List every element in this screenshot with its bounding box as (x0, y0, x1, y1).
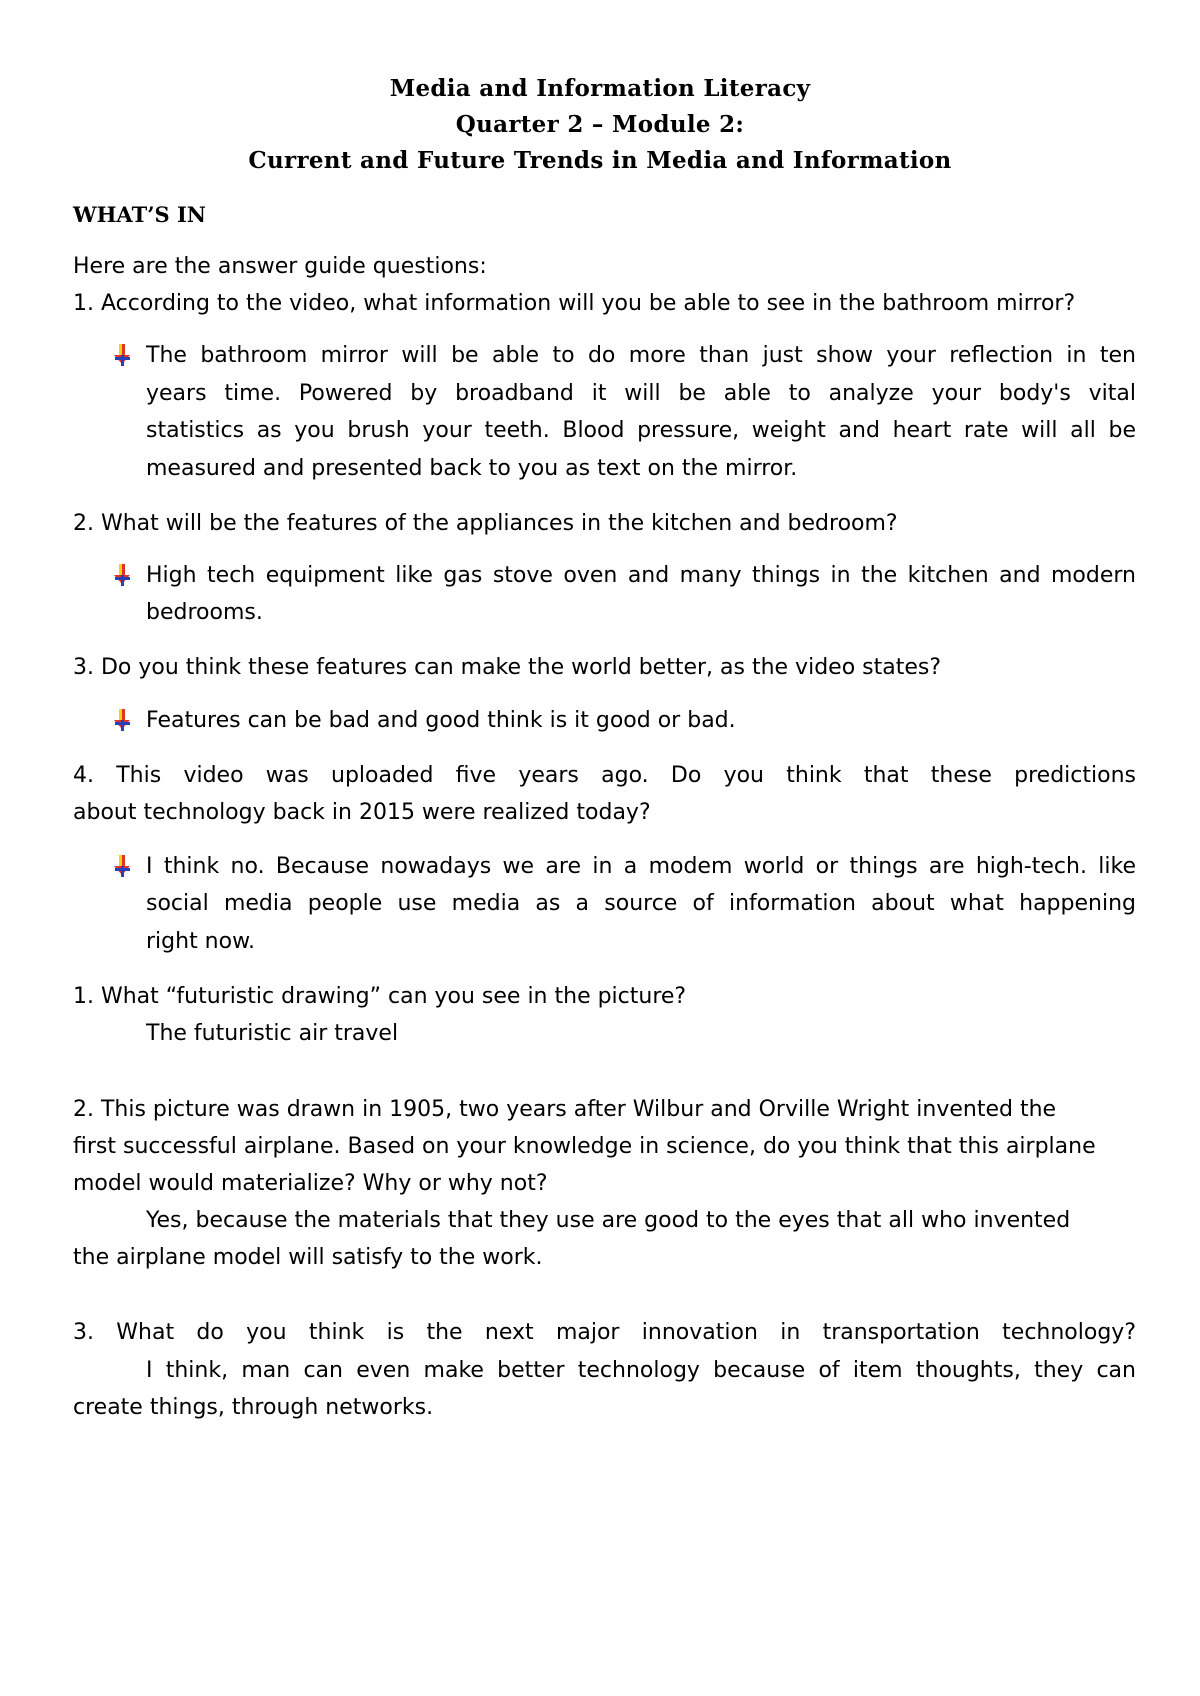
answer-4-line-3: right now. (146, 929, 256, 954)
arrow-down-bullet-icon (112, 344, 134, 368)
picture-answer-3-line-1: I think, man can even make better technology because of item thoughts, they can (146, 1358, 1136, 1383)
picture-answer-2-line-1: Yes, because the materials that they use are good to the eyes that all who invented (146, 1208, 1071, 1233)
question-3: 3. Do you think these features can make the world better, as the video states? (73, 655, 942, 680)
answer-1-line-3: statistics as you brush your teeth. Blood pressure, weight and heart rate will all be (146, 418, 1136, 443)
answer-1-line-4: measured and presented back to you as text on the mirror. (146, 456, 798, 481)
answer-4-line-2: social media people use media as a source of information about what happening (146, 891, 1136, 916)
picture-question-2-line-3: model would materialize? Why or why not? (73, 1171, 548, 1196)
answer-1-line-2: years time. Powered by broadband it will be able to analyze your body's vital (146, 381, 1136, 406)
arrow-down-bullet-icon (112, 855, 134, 879)
answer-2-line-1: High tech equipment like gas stove oven and many things in the kitchen and modern (146, 563, 1136, 588)
intro-text: Here are the answer guide questions: (73, 254, 487, 279)
question-2: 2. What will be the features of the appliances in the kitchen and bedroom? (73, 511, 898, 536)
answer-1-line-1: The bathroom mirror will be able to do more than just show your reflection in ten (146, 343, 1136, 368)
section-heading: WHAT’S IN (73, 202, 207, 227)
doc-subtitle: Quarter 2 – Module 2: (455, 111, 745, 138)
picture-question-2-line-2: first successful airplane. Based on your knowledge in science, do you think that this airplane (73, 1134, 1096, 1159)
arrow-down-bullet-icon (112, 564, 134, 588)
doc-title: Media and Information Literacy (389, 75, 811, 102)
answer-3: Features can be bad and good think is it good or bad. (146, 708, 736, 733)
picture-answer-2-line-2: the airplane model will satisfy to the work. (73, 1245, 543, 1270)
picture-answer-1: The futuristic air travel (146, 1021, 399, 1046)
picture-question-1: 1. What “futuristic drawing” can you see in the picture? (73, 984, 687, 1009)
picture-question-2-line-1: 2. This picture was drawn in 1905, two years after Wilbur and Orville Wright invented the (73, 1097, 1057, 1122)
picture-answer-3-line-2: create things, through networks. (73, 1395, 434, 1420)
question-1: 1. According to the video, what information will you be able to see in the bathroom mirror? (73, 291, 1076, 316)
picture-question-3: 3. What do you think is the next major innovation in transportation technology? (73, 1320, 1136, 1345)
answer-4-line-1: I think no. Because nowadays we are in a modem world or things are high-tech. like (146, 854, 1136, 879)
arrow-down-bullet-icon (112, 709, 134, 733)
question-4-line-1: 4. This video was uploaded five years ago. Do you think that these predictions (73, 763, 1136, 788)
doc-module-title: Current and Future Trends in Media and Information (248, 147, 952, 174)
question-4-line-2: about technology back in 2015 were realized today? (73, 800, 651, 825)
answer-2-line-2: bedrooms. (146, 600, 263, 625)
